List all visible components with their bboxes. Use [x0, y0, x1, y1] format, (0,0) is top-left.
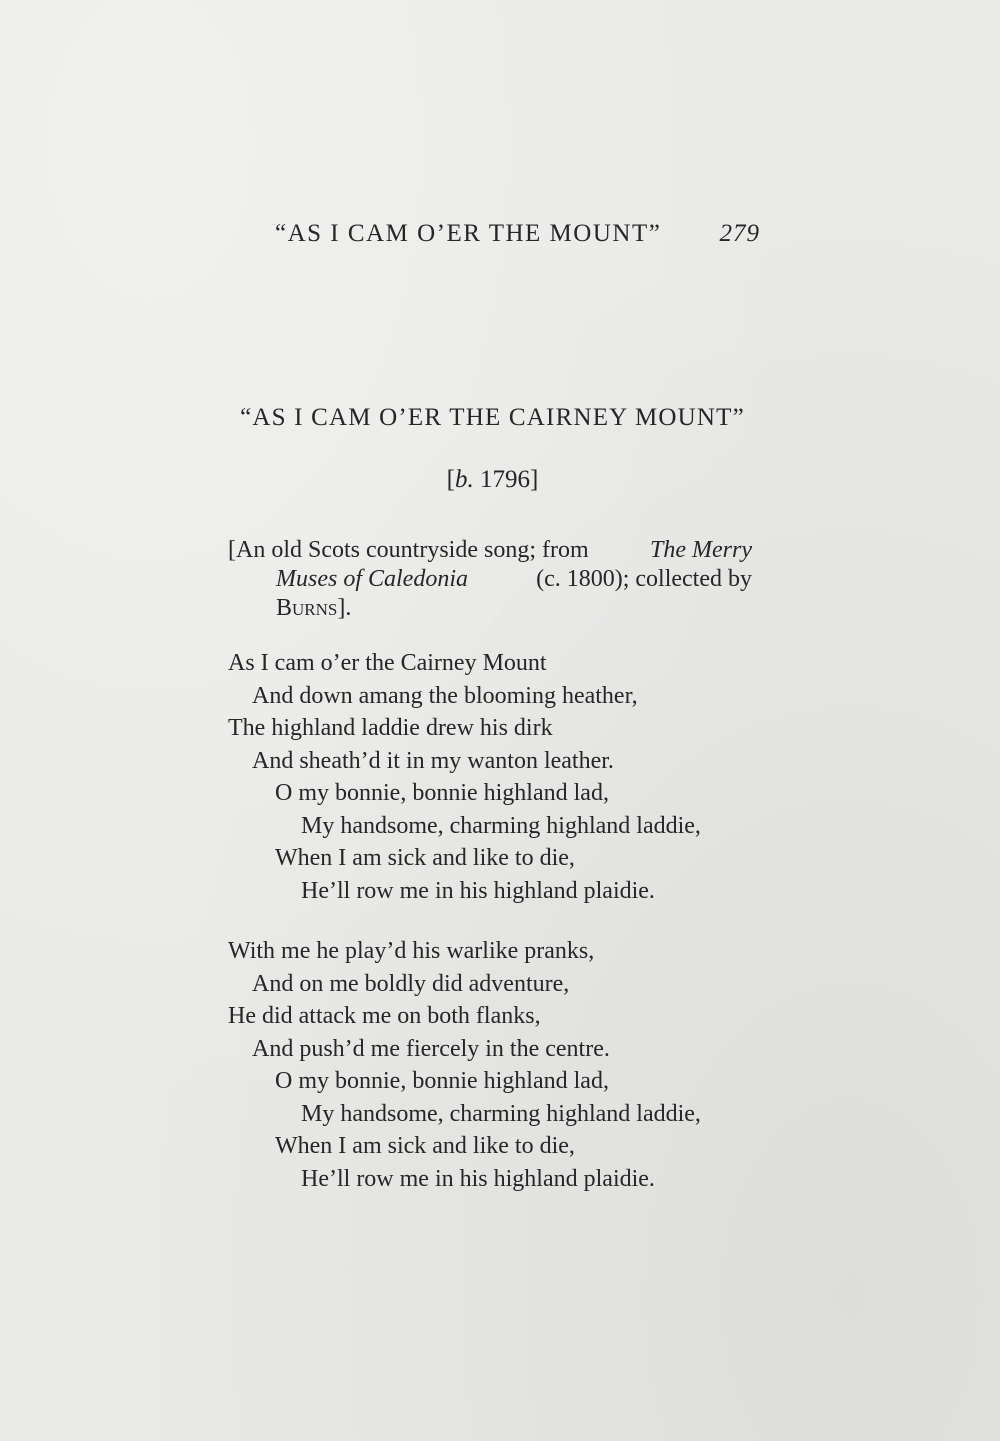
- verse-line: And sheath’d it in my wanton leather.: [252, 747, 614, 774]
- refrain-line: He’ll row me in his highland plaidie.: [301, 877, 655, 904]
- song-date: [230, 466, 755, 494]
- refrain-line: My handsome, charming highland laddie,: [301, 1100, 701, 1127]
- refrain-line: He’ll row me in his highland plaidie.: [301, 1165, 655, 1192]
- note-author-name: Burns: [276, 595, 338, 621]
- note-text: (c. 1800); collected by: [536, 566, 752, 592]
- date-open-bracket: [: [446, 466, 455, 493]
- editorial-note-line: [228, 594, 752, 623]
- editorial-note: [228, 536, 752, 623]
- stanza-1: [228, 647, 768, 907]
- verse-line: He did attack me on both flanks,: [228, 1003, 541, 1029]
- refrain-line: O my bonnie, bonnie highland lad,: [275, 780, 609, 806]
- verse-line: The highland laddie drew his dirk: [228, 715, 553, 741]
- editorial-note-line: [228, 565, 752, 594]
- stanza-2: [228, 935, 768, 1195]
- song-title: “AS I CAM O’ER THE CAIRNEY MOUNT”: [240, 404, 745, 431]
- note-title-italic: Muses of Caledonia: [276, 566, 468, 592]
- verse-line: As I cam o’er the Cairney Mount: [228, 650, 547, 676]
- verse-line: And push’d me fiercely in the centre.: [252, 1035, 610, 1062]
- note-title-italic: The Merry: [650, 537, 752, 563]
- refrain-line: When I am sick and like to die,: [275, 845, 575, 871]
- running-head-title: “AS I CAM O’ER THE MOUNT”: [275, 220, 662, 247]
- page-number: 279: [719, 220, 760, 247]
- verse-line: And on me boldly did adventure,: [252, 970, 570, 997]
- refrain-line: O my bonnie, bonnie highland lad,: [275, 1068, 609, 1094]
- note-text: [An old Scots countryside song; from: [228, 537, 589, 563]
- date-abbrev: b.: [455, 466, 474, 493]
- verse-line: And down amang the blooming heather,: [252, 682, 638, 709]
- refrain-line: My handsome, charming highland laddie,: [301, 812, 701, 839]
- date-year: 1796]: [473, 466, 539, 493]
- verse-line: With me he play’d his warlike pranks,: [228, 938, 595, 964]
- note-text: ].: [337, 595, 352, 621]
- editorial-note-line: [228, 536, 752, 565]
- refrain-line: When I am sick and like to die,: [275, 1133, 575, 1159]
